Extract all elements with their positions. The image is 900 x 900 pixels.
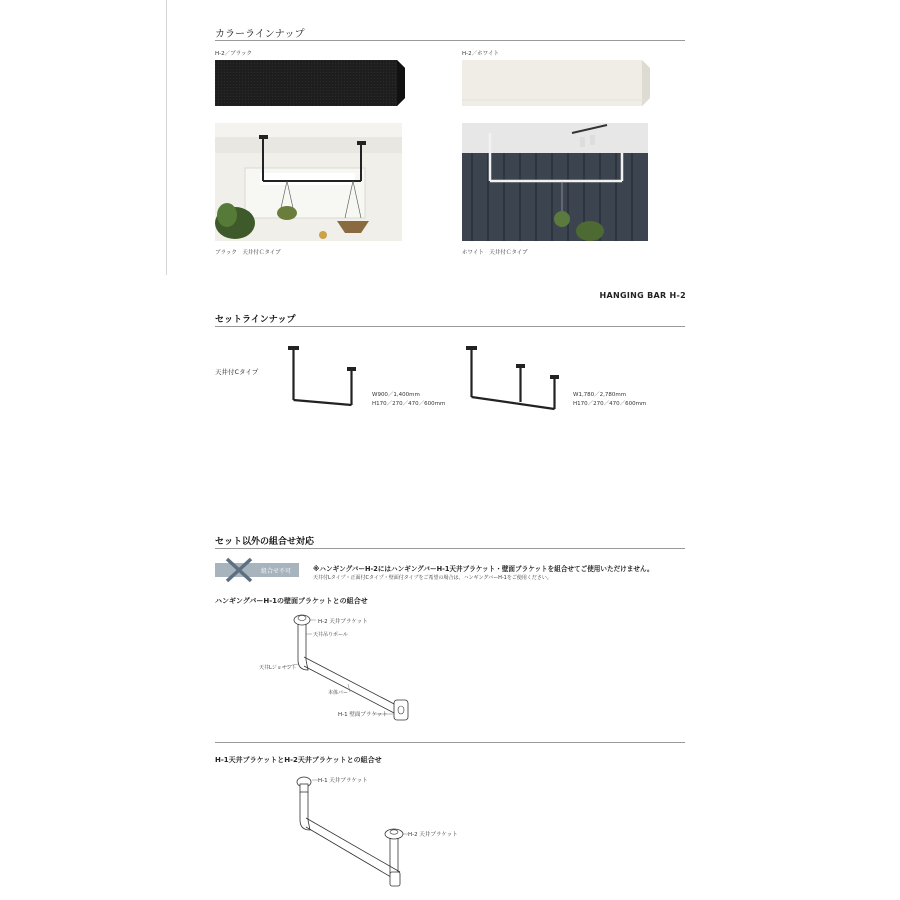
section-divider (215, 326, 685, 327)
white-bar-label: H-2／ホワイト (462, 51, 499, 57)
d1-label-h2-ceiling-bracket: H-2 天井ブラケット (318, 619, 368, 625)
combination-note-main: ※ハンギングバーH-2にはハンギングバーH-1天井ブラケット・壁面ブラケットを組合せてご使用いただけません。 (313, 565, 654, 573)
set-lineup-title: セットラインナップ (215, 315, 296, 325)
combination-note-sub: 天井付Lタイプ・正面付Cタイプ・壁面付タイプをご希望の場合は、ハンギングバーH-1をご使用ください。 (313, 575, 552, 581)
d2-label-h2-ceiling-bracket: H-2 天井ブラケット (408, 832, 458, 838)
diagram2-title: H-1天井ブラケットとH-2天井ブラケットとの組合せ (215, 756, 382, 764)
d1-label-h1-wall-bracket: H-1 壁面ブラケット (338, 712, 388, 718)
section-divider (215, 548, 685, 549)
not-combinable-badge (215, 563, 299, 577)
black-bar-swatch (215, 60, 405, 106)
set2-width: W1,780／2,780mm (573, 392, 627, 398)
column-divider (166, 0, 167, 275)
product-name: HANGING BAR H-2 (599, 291, 686, 300)
white-bar-swatch (462, 60, 650, 106)
black-bar-label: H-2／ブラック (215, 51, 253, 57)
white-type-photo (462, 123, 648, 241)
set-type-label: 天井付Cタイプ (215, 368, 259, 376)
diagram2-drawing (290, 772, 420, 897)
cross-icon (225, 557, 253, 583)
combination-title: セット以外の組合せ対応 (215, 537, 315, 547)
color-lineup-title: カラーラインナップ (215, 29, 305, 40)
set2-drawing (463, 345, 563, 415)
set1-drawing (285, 345, 360, 410)
badge-label: 組合せ不可 (261, 568, 292, 575)
black-type-photo (215, 123, 402, 241)
set1-height: H170／270／470／600mm (372, 401, 446, 407)
d1-label-ceiling-pole: 天井吊りポール (313, 632, 348, 638)
black-photo-caption: ブラック 天井付Ｃタイプ (215, 250, 281, 256)
d1-label-ceiling-l-joint: 天井Lジョイント (259, 665, 297, 671)
white-photo-caption: ホワイト 天井付Ｃタイプ (462, 250, 528, 256)
section-divider (215, 742, 685, 743)
section-divider (215, 40, 685, 41)
set2-height: H170／270／470／600mm (573, 401, 647, 407)
set1-width: W900／1,400mm (372, 392, 420, 398)
d2-label-h1-ceiling-bracket: H-1 天井ブラケット (318, 778, 368, 784)
d1-label-main-bar: 本体バー (328, 690, 349, 696)
diagram1-title: ハンギングバーH-1の壁面ブラケットとの組合せ (215, 597, 368, 605)
